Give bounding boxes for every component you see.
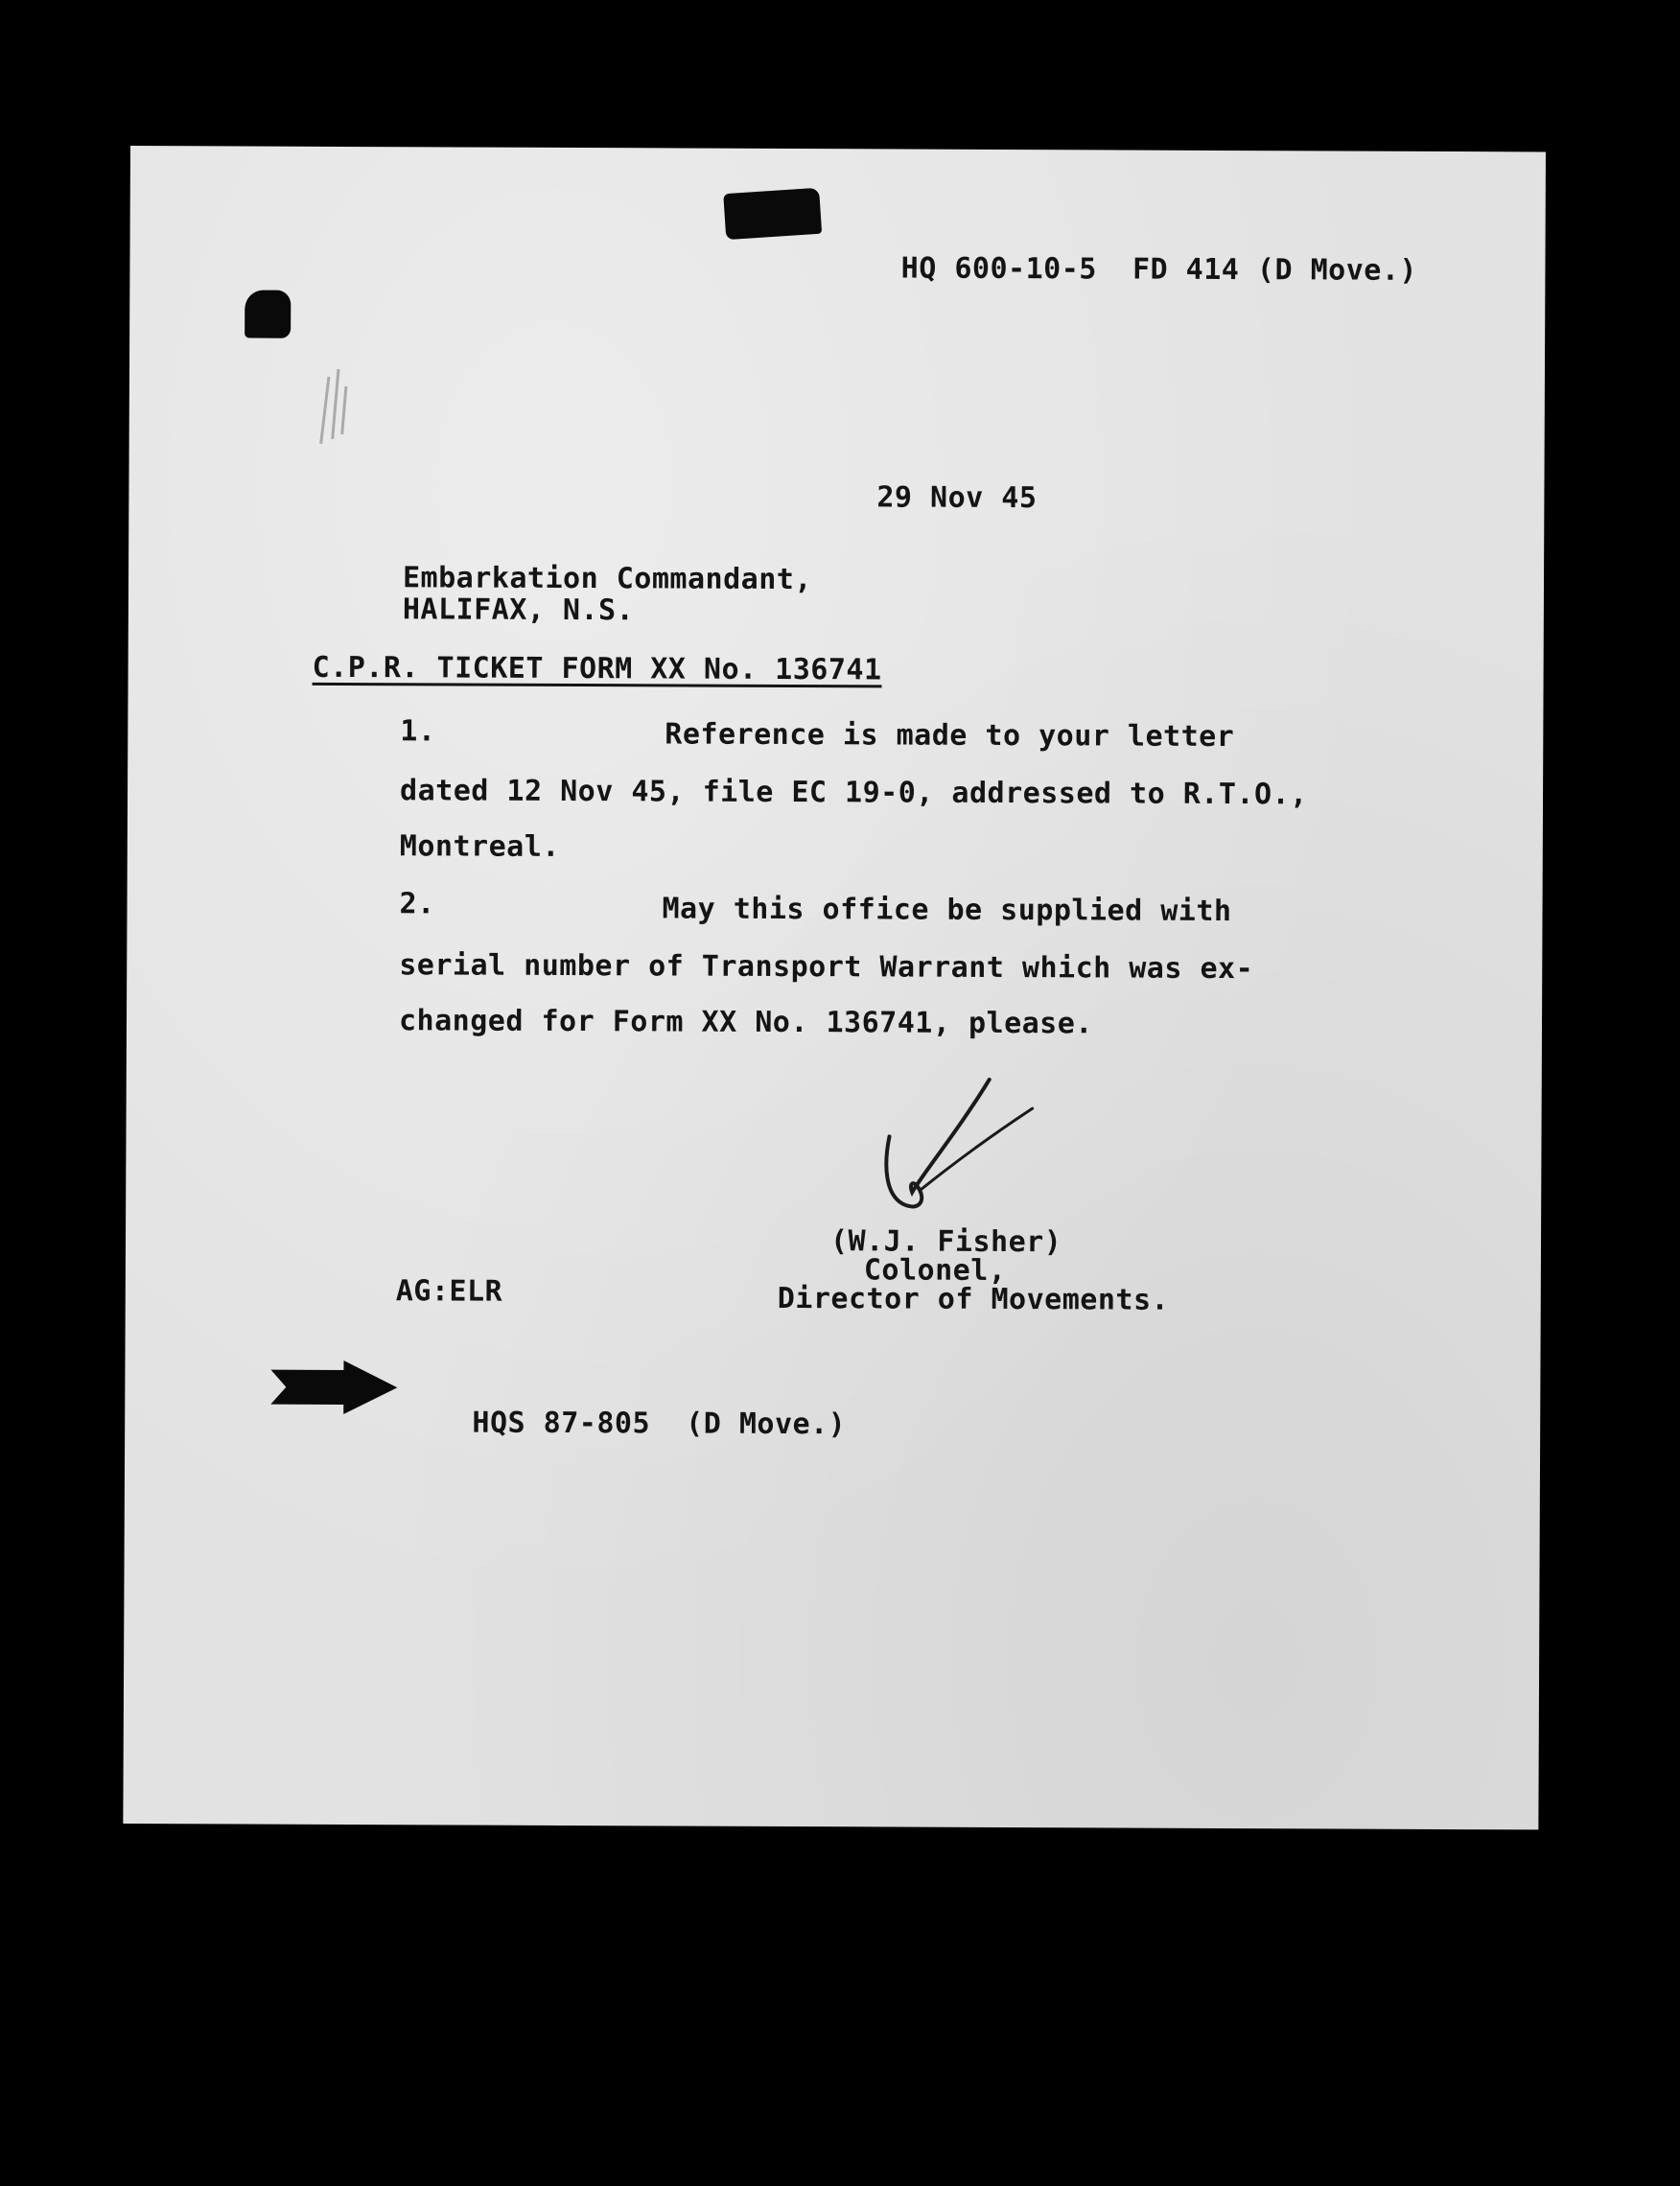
- typist-initials: AG:ELR: [395, 1274, 503, 1309]
- paragraph-1-line-3: Montreal.: [399, 829, 560, 864]
- signatory-name: (W.J. Fisher): [829, 1224, 1062, 1260]
- paragraph-2-number: 2.: [399, 887, 435, 921]
- header-file-reference: [829, 218, 1417, 321]
- addressee-line-2: HALIFAX, N.S.: [402, 593, 635, 628]
- paragraph-1-number: 1.: [400, 714, 436, 749]
- paragraph-1-line-1: Reference is made to your letter: [665, 717, 1235, 755]
- document-page: [123, 146, 1546, 1829]
- handwritten-signature: [864, 1069, 1038, 1223]
- signatory-rank: Colonel,: [863, 1253, 1007, 1288]
- ink-blot-mark: [245, 291, 291, 338]
- pencil-scribble-mark: [312, 358, 369, 453]
- letter-date: 29 Nov 45: [876, 480, 1038, 516]
- arrow-marker-icon: [267, 1360, 401, 1415]
- paragraph-2-line-2: serial number of Transport Warrant which was ex-: [399, 948, 1254, 987]
- header-file-ref: HQ 600-10-5: [900, 251, 1097, 287]
- redaction-mark: [723, 188, 822, 240]
- paragraph-2-line-1: May this office be supplied with: [662, 892, 1232, 929]
- header-fd-ref: FD 414: [1132, 252, 1240, 288]
- paragraph-2-line-3: changed for Form XX No. 136741, please.: [398, 1004, 1093, 1041]
- addressee-line-1: Embarkation Commandant,: [402, 561, 813, 597]
- signatory-title: Director of Movements.: [777, 1281, 1170, 1317]
- cross-reference-branch: (D Move.): [686, 1407, 847, 1442]
- paragraph-1-line-2: dated 12 Nov 45, file EC 19-0, addressed to R.T.O.,: [399, 774, 1308, 812]
- cross-reference-file: HQS 87-805: [472, 1406, 651, 1441]
- header-branch: (D Move.): [1256, 253, 1418, 288]
- subject-line: C.P.R. TICKET FORM XX No. 136741: [312, 650, 882, 687]
- cross-reference: [401, 1372, 847, 1475]
